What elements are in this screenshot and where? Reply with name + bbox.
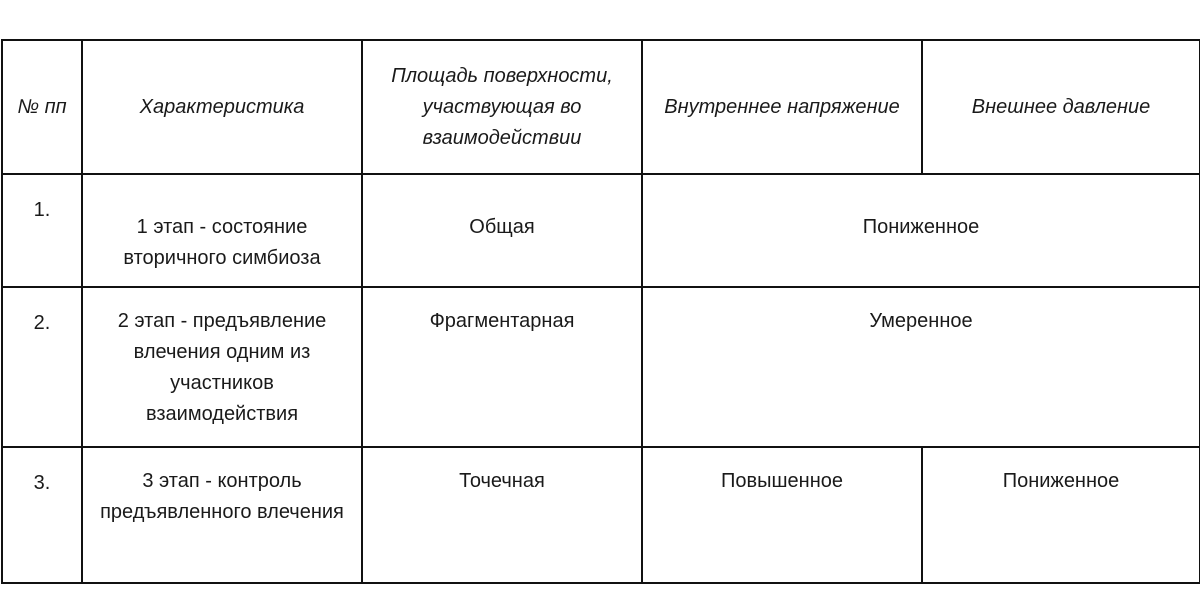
row-number: 3. — [2, 447, 82, 583]
table-row — [2, 447, 1200, 583]
table-header-row — [2, 40, 1200, 174]
row-surface-area: Общая — [362, 174, 642, 287]
row-internal-tension: Повышенное — [642, 447, 922, 583]
row-characteristic: 2 этап - предъявление влечения одним из участников взаимодействия — [82, 287, 362, 447]
row-surface-area: Фрагментарная — [362, 287, 642, 447]
row-number: 1. — [2, 174, 82, 287]
table-row — [2, 174, 1200, 287]
row-external-pressure: Пониженное — [922, 447, 1200, 583]
table-row — [2, 287, 1200, 447]
row-tension-pressure-merged: Умеренное — [642, 287, 1200, 447]
row-number: 2. — [2, 287, 82, 447]
header-characteristic: Характеристика — [82, 40, 362, 174]
header-number: № пп — [2, 40, 82, 174]
row-characteristic: 3 этап - контроль предъявленного влечения — [82, 447, 362, 583]
row-surface-area: Точечная — [362, 447, 642, 583]
header-external-pressure: Внешнее давление — [922, 40, 1200, 174]
stages-table-container — [1, 39, 1200, 584]
stages-table — [1, 39, 1200, 584]
row-characteristic: 1 этап - состояние вторичного симбиоза — [82, 174, 362, 287]
header-surface-area: Площадь поверхности, участвующая во взаимодействии — [362, 40, 642, 174]
header-internal-tension: Внутреннее напряжение — [642, 40, 922, 174]
row-tension-pressure-merged: Пониженное — [642, 174, 1200, 287]
